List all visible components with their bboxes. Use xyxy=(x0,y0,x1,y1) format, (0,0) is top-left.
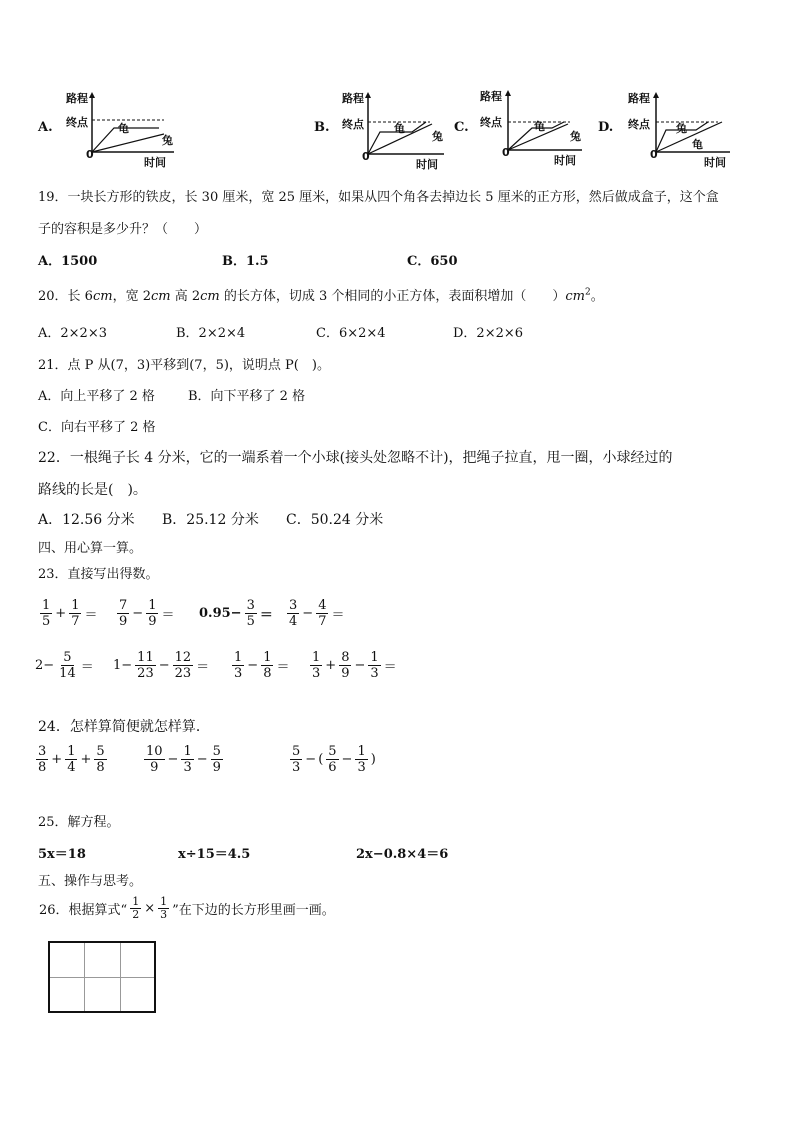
q18-d-xlabel: 时间 xyxy=(704,156,726,169)
fraction: $\frac{5}{9}$ xyxy=(212,744,221,775)
q21-option-b: B．向下平移了 2 格 xyxy=(188,389,306,404)
q19-line1: 19．一块长方形的铁皮，长 30 厘米，宽 25 厘米，如果从四个角各去掉边长 5 厘米的正方形，然后做成盒子，这个盒 xyxy=(38,190,719,205)
q22-option-a: A．12.56 分米 xyxy=(38,512,135,528)
q20-part2: ，宽 2 xyxy=(112,289,151,304)
q18-c-xlabel: 时间 xyxy=(554,154,576,167)
q18-d-animal2: 龟 xyxy=(692,138,703,151)
q18-graph-b xyxy=(340,90,450,170)
fraction: $\frac{3}{4}$ xyxy=(289,598,298,629)
q20-end: 。 xyxy=(590,289,604,304)
fraction: $\frac{5}{6}$ xyxy=(328,744,337,775)
q20-option-a: A．2×2×3 xyxy=(38,326,107,341)
fraction: $\frac{1}{3}$ xyxy=(312,650,321,681)
fraction: $\frac{1}{3}$ xyxy=(160,895,168,921)
q19-option-c: C．650 xyxy=(407,254,458,269)
q18-d-finish: 终点 xyxy=(628,118,650,131)
section-4-heading: 四、用心算一算。 xyxy=(38,541,143,556)
q23-item-7: $\frac{1}{3}$ − $\frac{1}{8}$ ＝ xyxy=(234,650,290,681)
q22-line1: 22．一根绳子长 4 分米，它的一端系着一个小球(接头处忽略不计)，把绳子拉直，甩一圈，小球经过的 xyxy=(38,450,673,466)
q18-a-finish: 终点 xyxy=(66,116,88,129)
fraction: $\frac{7}{9}$ xyxy=(119,598,128,629)
fraction: $\frac{1}{9}$ xyxy=(148,598,157,629)
q18-a-animal2: 兔 xyxy=(162,134,173,147)
q20-option-c: C．6×2×4 xyxy=(316,326,386,341)
q18-b-animal1: 龟 xyxy=(394,122,405,135)
q18-a-ylabel: 路程 xyxy=(66,92,88,105)
q18-a-origin: 0 xyxy=(86,148,94,161)
q19-option-a: A．1500 xyxy=(38,254,98,269)
fraction: $\frac{5}{3}$ xyxy=(292,744,301,775)
q18-option-a-letter: A. xyxy=(38,120,53,135)
section-5-heading: 五、操作与思考。 xyxy=(38,874,143,889)
q23-item-4: $\frac{3}{4}$ − $\frac{4}{7}$ ＝ xyxy=(289,598,345,629)
q18-c-origin: 0 xyxy=(502,146,510,159)
q20-unit-4: cm xyxy=(565,289,586,304)
q18-graph-d xyxy=(626,90,736,170)
q20-unit-1: cm xyxy=(92,289,113,304)
fraction: $\frac{5}{8}$ xyxy=(96,744,105,775)
q23-item-8: $\frac{1}{3}$ + $\frac{8}{9}$ − $\frac{1}{3}$ ＝ xyxy=(312,650,397,681)
q18-d-animal1: 兔 xyxy=(676,122,687,135)
q23-item-6: 1− $\frac{11}{23}$ − $\frac{12}{23}$ ＝ xyxy=(113,650,210,681)
q21-stem: 21．点 P 从(7，3)平移到(7，5)，说明点 P( )。 xyxy=(38,358,330,373)
q19-option-b: B．1.5 xyxy=(222,254,269,269)
q26-stem: 26．根据算式“ $\frac{1}{2}$ × $\frac{1}{3}$ ”在下边的长方形里画一画。 xyxy=(39,895,335,921)
q22-option-c: C．50.24 分米 xyxy=(286,512,384,528)
fraction: $\frac{4}{7}$ xyxy=(318,598,327,629)
q19-line2: 子的容积是多少升？（ ） xyxy=(38,222,208,237)
q23-title: 23．直接写出得数。 xyxy=(38,567,159,582)
q18-b-finish: 终点 xyxy=(342,118,364,131)
fraction: $\frac{5}{14}$ xyxy=(59,650,76,681)
fraction: $\frac{1}{4}$ xyxy=(67,744,76,775)
q20-option-d: D．2×2×6 xyxy=(453,326,524,341)
fraction: $\frac{3}{5}$ xyxy=(246,598,255,629)
fraction: $\frac{1}{3}$ xyxy=(357,744,366,775)
q18-c-ylabel: 路程 xyxy=(480,90,502,103)
fraction: $\frac{1}{2}$ xyxy=(132,895,140,921)
q20-sup: 2 xyxy=(585,287,591,298)
fraction: $\frac{1}{3}$ xyxy=(370,650,379,681)
q23-item-2: $\frac{7}{9}$ − $\frac{1}{9}$ ＝ xyxy=(119,598,175,629)
q18-b-origin: 0 xyxy=(362,150,370,163)
q26-drawing-rectangle[interactable] xyxy=(48,941,156,1013)
q20-part4: 的长方体，切成 3 个相同的小正方体，表面积增加（ ） xyxy=(219,289,566,304)
q20-unit-2: cm xyxy=(150,289,171,304)
q22-option-b: B．25.12 分米 xyxy=(162,512,259,528)
q20-stem xyxy=(38,285,604,304)
q24-item-1: $\frac{3}{8}$ + $\frac{1}{4}$ + $\frac{5}{8}$ xyxy=(38,744,105,775)
fraction: $\frac{1}{5}$ xyxy=(42,598,51,629)
q23-item-1: $\frac{1}{5}$ + $\frac{1}{7}$ ＝ xyxy=(42,598,98,629)
q18-option-d-letter: D. xyxy=(598,120,614,135)
q20-unit-3: cm xyxy=(200,289,220,304)
fraction: $\frac{1}{3}$ xyxy=(183,744,192,775)
fraction: $\frac{11}{23}$ xyxy=(137,650,154,681)
fraction: $\frac{3}{8}$ xyxy=(38,744,47,775)
q25-title: 25．解方程。 xyxy=(38,815,120,830)
q20-part1: 20．长 6 xyxy=(38,289,93,304)
q18-a-animal1: 龟 xyxy=(118,122,129,135)
q18-c-animal2: 兔 xyxy=(570,130,581,143)
q18-a-xlabel: 时间 xyxy=(144,156,166,169)
fraction: $\frac{1}{3}$ xyxy=(234,650,243,681)
q18-b-animal2: 兔 xyxy=(432,130,443,143)
fraction: $\frac{1}{8}$ xyxy=(263,650,272,681)
q18-d-ylabel: 路程 xyxy=(628,92,650,105)
q25-eq-3: 2x−0.8×4＝6 xyxy=(356,847,449,862)
q21-option-c: C．向右平移了 2 格 xyxy=(38,420,156,435)
q18-graph-c xyxy=(478,88,588,168)
q18-d-origin: 0 xyxy=(650,148,658,161)
q24-item-2: $\frac{10}{9}$ − $\frac{1}{3}$ − $\frac{5}{9}$ xyxy=(146,744,221,775)
q21-option-a: A．向上平移了 2 格 xyxy=(38,389,155,404)
q23-item-5: 2− $\frac{5}{14}$ ＝ xyxy=(35,650,94,681)
q18-c-animal1: 龟 xyxy=(534,120,545,133)
q20-part3: 高 2 xyxy=(170,289,201,304)
fraction: $\frac{8}{9}$ xyxy=(341,650,350,681)
fraction: $\frac{10}{9}$ xyxy=(146,744,163,775)
q25-eq-2: x÷15＝4.5 xyxy=(178,847,251,862)
q22-line2: 路线的长是( )。 xyxy=(38,482,147,498)
q18-graph-a xyxy=(64,90,184,170)
q18-c-finish: 终点 xyxy=(480,116,502,129)
q20-option-b: B．2×2×4 xyxy=(176,326,246,341)
q25-eq-1: 5x＝18 xyxy=(38,847,86,862)
q23-item-3: 0.95− $\frac{3}{5}$ ＝ xyxy=(199,598,273,629)
q18-option-b-letter: B. xyxy=(314,120,330,135)
fraction: $\frac{12}{23}$ xyxy=(174,650,192,681)
q24-item-3: $\frac{5}{3}$ − ( $\frac{5}{6}$ − $\frac{1}{3}$ ) xyxy=(292,744,376,775)
fraction: $\frac{1}{7}$ xyxy=(71,598,80,629)
q24-title: 24．怎样算简便就怎样算． xyxy=(38,719,210,735)
q18-option-c-letter: C. xyxy=(454,120,469,135)
q18-b-xlabel: 时间 xyxy=(416,158,438,171)
q18-b-ylabel: 路程 xyxy=(342,92,364,105)
